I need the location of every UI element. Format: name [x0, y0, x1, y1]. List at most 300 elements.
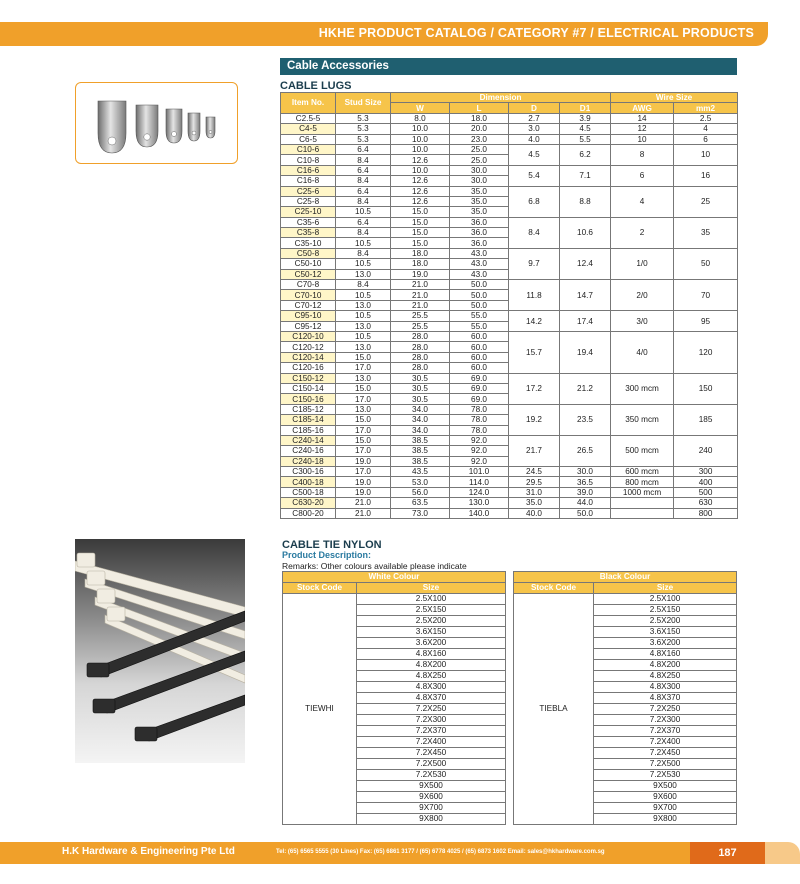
- item-no-cell: C35-8: [281, 228, 336, 238]
- item-no-cell: C120-14: [281, 352, 336, 362]
- category-title: Cable Accessories: [280, 58, 737, 75]
- w-cell: 56.0: [391, 487, 450, 497]
- stud-size-cell: 8.4: [336, 176, 391, 186]
- black-colour-header: Black Colour: [514, 572, 737, 583]
- awg-cell: 3/0: [611, 311, 674, 332]
- cable-tie-title: CABLE TIE NYLON: [282, 539, 382, 551]
- w-cell: 12.6: [391, 186, 450, 196]
- stud-size-cell: 13.0: [336, 342, 391, 352]
- d1-cell: 39.0: [560, 487, 611, 497]
- stud-size-cell: 8.4: [336, 155, 391, 165]
- l-cell: 78.0: [450, 425, 509, 435]
- item-no-cell: C50-10: [281, 259, 336, 269]
- w-cell: 28.0: [391, 363, 450, 373]
- size-cell: 7.2X250: [594, 704, 737, 715]
- l-cell: 35.0: [450, 196, 509, 206]
- d1-cell: 6.2: [560, 144, 611, 165]
- table-row: [281, 487, 738, 497]
- mm2-cell: 95: [674, 311, 738, 332]
- awg-cell: 1/0: [611, 248, 674, 279]
- l-cell: 92.0: [450, 446, 509, 456]
- item-no-cell: C35-6: [281, 217, 336, 227]
- item-no-cell: C25-8: [281, 196, 336, 206]
- item-no-cell: C150-16: [281, 394, 336, 404]
- item-no-cell: C95-10: [281, 311, 336, 321]
- w-cell: 28.0: [391, 342, 450, 352]
- item-no-cell: C6-5: [281, 134, 336, 144]
- l-cell: 35.0: [450, 207, 509, 217]
- size-cell: 2.5X100: [594, 594, 737, 605]
- size-cell: 9X500: [594, 781, 737, 792]
- w-cell: 43.5: [391, 467, 450, 477]
- awg-cell: 1000 mcm: [611, 487, 674, 497]
- col-wire-size: Wire Size: [611, 93, 738, 103]
- l-cell: 50.0: [450, 300, 509, 310]
- d1-cell: 3.9: [560, 113, 611, 123]
- l-cell: 36.0: [450, 217, 509, 227]
- stud-size-cell: 17.0: [336, 394, 391, 404]
- mm2-cell: 400: [674, 477, 738, 487]
- l-cell: 30.0: [450, 176, 509, 186]
- w-cell: 25.5: [391, 311, 450, 321]
- size-cell: 9X800: [594, 814, 737, 825]
- size-cell: 4.8X200: [357, 660, 506, 671]
- l-cell: 25.0: [450, 155, 509, 165]
- item-no-cell: C800-20: [281, 508, 336, 518]
- d1-cell: 8.8: [560, 186, 611, 217]
- item-no-cell: C185-14: [281, 415, 336, 425]
- stud-size-cell: 10.5: [336, 290, 391, 300]
- d-cell: 9.7: [509, 248, 560, 279]
- stud-size-cell: 19.0: [336, 487, 391, 497]
- w-cell: 25.5: [391, 321, 450, 331]
- w-cell: 30.5: [391, 394, 450, 404]
- item-no-cell: C300-16: [281, 467, 336, 477]
- size-cell: 7.2X300: [357, 715, 506, 726]
- size-cell: 3.6X200: [594, 638, 737, 649]
- stud-size-cell: 5.3: [336, 124, 391, 134]
- awg-cell: 2: [611, 217, 674, 248]
- d-cell: 8.4: [509, 217, 560, 248]
- black-size-header: Size: [594, 583, 737, 594]
- cable-lugs-image: [75, 82, 238, 164]
- stud-size-cell: 5.3: [336, 134, 391, 144]
- stud-size-cell: 10.5: [336, 207, 391, 217]
- d-cell: 31.0: [509, 487, 560, 497]
- stud-size-cell: 19.0: [336, 477, 391, 487]
- w-cell: 19.0: [391, 269, 450, 279]
- item-no-cell: C16-8: [281, 176, 336, 186]
- stud-size-cell: 17.0: [336, 446, 391, 456]
- mm2-cell: 240: [674, 435, 738, 466]
- d-cell: 2.7: [509, 113, 560, 123]
- d-cell: 14.2: [509, 311, 560, 332]
- w-cell: 15.0: [391, 217, 450, 227]
- stud-size-cell: 13.0: [336, 404, 391, 414]
- table-row: [281, 144, 738, 154]
- table-row: [281, 113, 738, 123]
- cable-tie-image: [75, 539, 245, 763]
- size-cell: 3.6X150: [594, 627, 737, 638]
- l-cell: 36.0: [450, 228, 509, 238]
- footer-contact: Tel: (65) 6565 5555 (30 Lines) Fax: (65) 6861 3177 / (65) 6778 4025 / (65) 6873 1602 Email: sales@hkhardware.com.sg: [276, 849, 605, 855]
- size-cell: 9X800: [357, 814, 506, 825]
- l-cell: 101.0: [450, 467, 509, 477]
- awg-cell: [611, 498, 674, 508]
- size-cell: 7.2X300: [594, 715, 737, 726]
- size-cell: 2.5X100: [357, 594, 506, 605]
- table-row: [281, 217, 738, 227]
- white-colour-header: White Colour: [283, 572, 506, 583]
- w-cell: 18.0: [391, 259, 450, 269]
- table-row: [281, 435, 738, 445]
- size-cell: 7.2X400: [357, 737, 506, 748]
- item-no-cell: C150-12: [281, 373, 336, 383]
- item-no-cell: C35-10: [281, 238, 336, 248]
- size-cell: 9X600: [357, 792, 506, 803]
- item-no-cell: C10-6: [281, 144, 336, 154]
- stud-size-cell: 10.5: [336, 311, 391, 321]
- d1-cell: 21.2: [560, 373, 611, 404]
- d1-cell: 26.5: [560, 435, 611, 466]
- d-cell: 4.0: [509, 134, 560, 144]
- w-cell: 10.0: [391, 165, 450, 175]
- mm2-cell: 70: [674, 280, 738, 311]
- item-no-cell: C16-6: [281, 165, 336, 175]
- awg-cell: 500 mcm: [611, 435, 674, 466]
- l-cell: 20.0: [450, 124, 509, 134]
- w-cell: 21.0: [391, 300, 450, 310]
- size-cell: 3.6X150: [357, 627, 506, 638]
- size-cell: 4.8X300: [594, 682, 737, 693]
- awg-cell: 800 mcm: [611, 477, 674, 487]
- mm2-cell: 800: [674, 508, 738, 518]
- w-cell: 15.0: [391, 207, 450, 217]
- l-cell: 43.0: [450, 259, 509, 269]
- l-cell: 140.0: [450, 508, 509, 518]
- d-cell: 4.5: [509, 144, 560, 165]
- size-cell: 7.2X530: [357, 770, 506, 781]
- w-cell: 30.5: [391, 383, 450, 393]
- l-cell: 23.0: [450, 134, 509, 144]
- stud-size-cell: 6.4: [336, 144, 391, 154]
- white-stock-code-header: Stock Code: [283, 583, 357, 594]
- size-cell: 7.2X400: [594, 737, 737, 748]
- size-cell: 9X600: [594, 792, 737, 803]
- w-cell: 12.6: [391, 155, 450, 165]
- d-cell: 15.7: [509, 331, 560, 373]
- stud-size-cell: 21.0: [336, 508, 391, 518]
- mm2-cell: 4: [674, 124, 738, 134]
- stud-size-cell: 8.4: [336, 196, 391, 206]
- mm2-cell: 2.5: [674, 113, 738, 123]
- item-no-cell: C185-12: [281, 404, 336, 414]
- footer-company: H.K Hardware & Engineering Pte Ltd: [62, 846, 235, 857]
- item-no-cell: C240-16: [281, 446, 336, 456]
- d1-cell: 12.4: [560, 248, 611, 279]
- stud-size-cell: 8.4: [336, 248, 391, 258]
- stud-size-cell: 10.5: [336, 331, 391, 341]
- mm2-cell: 150: [674, 373, 738, 404]
- mm2-cell: 50: [674, 248, 738, 279]
- l-cell: 92.0: [450, 456, 509, 466]
- stud-size-cell: 13.0: [336, 373, 391, 383]
- w-cell: 18.0: [391, 248, 450, 258]
- col-dimension: Dimension: [391, 93, 611, 103]
- d-cell: 11.8: [509, 280, 560, 311]
- l-cell: 60.0: [450, 363, 509, 373]
- size-cell: 4.8X250: [594, 671, 737, 682]
- size-cell: 7.2X370: [357, 726, 506, 737]
- stud-size-cell: 15.0: [336, 415, 391, 425]
- black-tie-table: [513, 571, 737, 825]
- size-cell: 7.2X370: [594, 726, 737, 737]
- col-mm2: mm2: [674, 103, 738, 113]
- l-cell: 78.0: [450, 404, 509, 414]
- size-cell: 7.2X500: [594, 759, 737, 770]
- w-cell: 73.0: [391, 508, 450, 518]
- item-no-cell: C120-12: [281, 342, 336, 352]
- item-no-cell: C150-14: [281, 383, 336, 393]
- table-row: [281, 498, 738, 508]
- awg-cell: 600 mcm: [611, 467, 674, 477]
- size-cell: 9X500: [357, 781, 506, 792]
- l-cell: 60.0: [450, 342, 509, 352]
- awg-cell: 6: [611, 165, 674, 186]
- item-no-cell: C70-8: [281, 280, 336, 290]
- table-row: [281, 331, 738, 341]
- d-cell: 5.4: [509, 165, 560, 186]
- table-row: [281, 373, 738, 383]
- stud-size-cell: 6.4: [336, 165, 391, 175]
- stud-size-cell: 10.5: [336, 238, 391, 248]
- stud-size-cell: 8.4: [336, 280, 391, 290]
- l-cell: 30.0: [450, 165, 509, 175]
- w-cell: 28.0: [391, 331, 450, 341]
- table-row: [281, 134, 738, 144]
- d1-cell: 17.4: [560, 311, 611, 332]
- d1-cell: 14.7: [560, 280, 611, 311]
- size-cell: 7.2X450: [357, 748, 506, 759]
- w-cell: 63.5: [391, 498, 450, 508]
- mm2-cell: 630: [674, 498, 738, 508]
- awg-cell: 10: [611, 134, 674, 144]
- stud-size-cell: 6.4: [336, 217, 391, 227]
- size-cell: 7.2X530: [594, 770, 737, 781]
- l-cell: 18.0: [450, 113, 509, 123]
- w-cell: 34.0: [391, 425, 450, 435]
- l-cell: 92.0: [450, 435, 509, 445]
- w-cell: 12.6: [391, 196, 450, 206]
- size-cell: 3.6X200: [357, 638, 506, 649]
- w-cell: 15.0: [391, 228, 450, 238]
- awg-cell: [611, 508, 674, 518]
- item-no-cell: C70-10: [281, 290, 336, 300]
- l-cell: 36.0: [450, 238, 509, 248]
- remarks-text: Remarks: Other colours available please indicate: [282, 561, 467, 571]
- stud-size-cell: 13.0: [336, 269, 391, 279]
- stud-size-cell: 17.0: [336, 363, 391, 373]
- stud-size-cell: 13.0: [336, 321, 391, 331]
- col-item-no: Item No.: [281, 93, 336, 114]
- item-no-cell: C120-10: [281, 331, 336, 341]
- mm2-cell: 6: [674, 134, 738, 144]
- l-cell: 55.0: [450, 321, 509, 331]
- item-no-cell: C120-16: [281, 363, 336, 373]
- d1-cell: 7.1: [560, 165, 611, 186]
- item-no-cell: C70-12: [281, 300, 336, 310]
- col-w: W: [391, 103, 450, 113]
- awg-cell: 8: [611, 144, 674, 165]
- w-cell: 53.0: [391, 477, 450, 487]
- product-description-label: Product Description:: [282, 550, 372, 560]
- l-cell: 35.0: [450, 186, 509, 196]
- stud-size-cell: 10.5: [336, 259, 391, 269]
- d-cell: 6.8: [509, 186, 560, 217]
- table-row: [281, 280, 738, 290]
- d-cell: 24.5: [509, 467, 560, 477]
- black-stock-code-header: Stock Code: [514, 583, 594, 594]
- item-no-cell: C240-18: [281, 456, 336, 466]
- d1-cell: 30.0: [560, 467, 611, 477]
- l-cell: 69.0: [450, 373, 509, 383]
- size-cell: 4.8X160: [594, 649, 737, 660]
- d-cell: 35.0: [509, 498, 560, 508]
- l-cell: 60.0: [450, 352, 509, 362]
- table-row: [281, 477, 738, 487]
- stud-size-cell: 5.3: [336, 113, 391, 123]
- l-cell: 130.0: [450, 498, 509, 508]
- l-cell: 60.0: [450, 331, 509, 341]
- awg-cell: 350 mcm: [611, 404, 674, 435]
- col-l: L: [450, 103, 509, 113]
- stud-size-cell: 13.0: [336, 300, 391, 310]
- w-cell: 38.5: [391, 435, 450, 445]
- stud-size-cell: 15.0: [336, 352, 391, 362]
- awg-cell: 4: [611, 186, 674, 217]
- mm2-cell: 35: [674, 217, 738, 248]
- w-cell: 10.0: [391, 134, 450, 144]
- d1-cell: 50.0: [560, 508, 611, 518]
- mm2-cell: 120: [674, 331, 738, 373]
- l-cell: 78.0: [450, 415, 509, 425]
- stud-size-cell: 8.4: [336, 228, 391, 238]
- stock-code-cell: TIEBLA: [514, 594, 594, 825]
- w-cell: 34.0: [391, 415, 450, 425]
- catalog-title: HKHE PRODUCT CATALOG / CATEGORY #7 / ELECTRICAL PRODUCTS: [318, 26, 754, 40]
- table-row: [281, 508, 738, 518]
- size-cell: 4.8X370: [357, 693, 506, 704]
- w-cell: 10.0: [391, 144, 450, 154]
- table-row: [283, 594, 506, 605]
- col-d1: D1: [560, 103, 611, 113]
- col-stud-size: Stud Size: [336, 93, 391, 114]
- table-row: [281, 311, 738, 321]
- l-cell: 114.0: [450, 477, 509, 487]
- item-no-cell: C95-12: [281, 321, 336, 331]
- stud-size-cell: 17.0: [336, 467, 391, 477]
- stud-size-cell: 17.0: [336, 425, 391, 435]
- l-cell: 50.0: [450, 280, 509, 290]
- item-no-cell: C50-12: [281, 269, 336, 279]
- table-row: [281, 248, 738, 258]
- size-cell: 4.8X250: [357, 671, 506, 682]
- table-row: [281, 404, 738, 414]
- size-cell: 7.2X450: [594, 748, 737, 759]
- page-number: 187: [690, 842, 765, 864]
- white-size-header: Size: [357, 583, 506, 594]
- size-cell: 7.2X500: [357, 759, 506, 770]
- w-cell: 38.5: [391, 456, 450, 466]
- size-cell: 4.8X370: [594, 693, 737, 704]
- footer-bar: [0, 842, 765, 864]
- item-no-cell: C630-20: [281, 498, 336, 508]
- table-row: [281, 165, 738, 175]
- white-tie-table: [282, 571, 506, 825]
- d-cell: 21.7: [509, 435, 560, 466]
- d1-cell: 10.6: [560, 217, 611, 248]
- item-no-cell: C240-14: [281, 435, 336, 445]
- size-cell: 4.8X160: [357, 649, 506, 660]
- cable-lugs-table: [280, 92, 738, 519]
- w-cell: 10.0: [391, 124, 450, 134]
- awg-cell: 4/0: [611, 331, 674, 373]
- size-cell: 7.2X250: [357, 704, 506, 715]
- cable-lugs-title: CABLE LUGS: [280, 80, 352, 92]
- w-cell: 21.0: [391, 280, 450, 290]
- item-no-cell: C25-6: [281, 186, 336, 196]
- l-cell: 50.0: [450, 290, 509, 300]
- item-no-cell: C4-5: [281, 124, 336, 134]
- size-cell: 9X700: [594, 803, 737, 814]
- header-bar: [0, 22, 768, 46]
- table-row: [281, 124, 738, 134]
- w-cell: 38.5: [391, 446, 450, 456]
- awg-cell: 14: [611, 113, 674, 123]
- l-cell: 55.0: [450, 311, 509, 321]
- mm2-cell: 300: [674, 467, 738, 477]
- l-cell: 43.0: [450, 248, 509, 258]
- col-awg: AWG: [611, 103, 674, 113]
- awg-cell: 12: [611, 124, 674, 134]
- table-row: [281, 467, 738, 477]
- footer-corner: [765, 842, 800, 864]
- size-cell: 2.5X150: [594, 605, 737, 616]
- size-cell: 4.8X300: [357, 682, 506, 693]
- d-cell: 29.5: [509, 477, 560, 487]
- d1-cell: 23.5: [560, 404, 611, 435]
- size-cell: 2.5X200: [357, 616, 506, 627]
- item-no-cell: C10-8: [281, 155, 336, 165]
- l-cell: 69.0: [450, 383, 509, 393]
- w-cell: 34.0: [391, 404, 450, 414]
- stud-size-cell: 15.0: [336, 435, 391, 445]
- w-cell: 30.5: [391, 373, 450, 383]
- d1-cell: 4.5: [560, 124, 611, 134]
- w-cell: 21.0: [391, 290, 450, 300]
- size-cell: 2.5X150: [357, 605, 506, 616]
- table-row: [281, 186, 738, 196]
- item-no-cell: C50-8: [281, 248, 336, 258]
- item-no-cell: C185-16: [281, 425, 336, 435]
- item-no-cell: C25-10: [281, 207, 336, 217]
- table-row: [514, 594, 737, 605]
- item-no-cell: C400-18: [281, 477, 336, 487]
- item-no-cell: C2.5-5: [281, 113, 336, 123]
- mm2-cell: 500: [674, 487, 738, 497]
- stud-size-cell: 21.0: [336, 498, 391, 508]
- d-cell: 3.0: [509, 124, 560, 134]
